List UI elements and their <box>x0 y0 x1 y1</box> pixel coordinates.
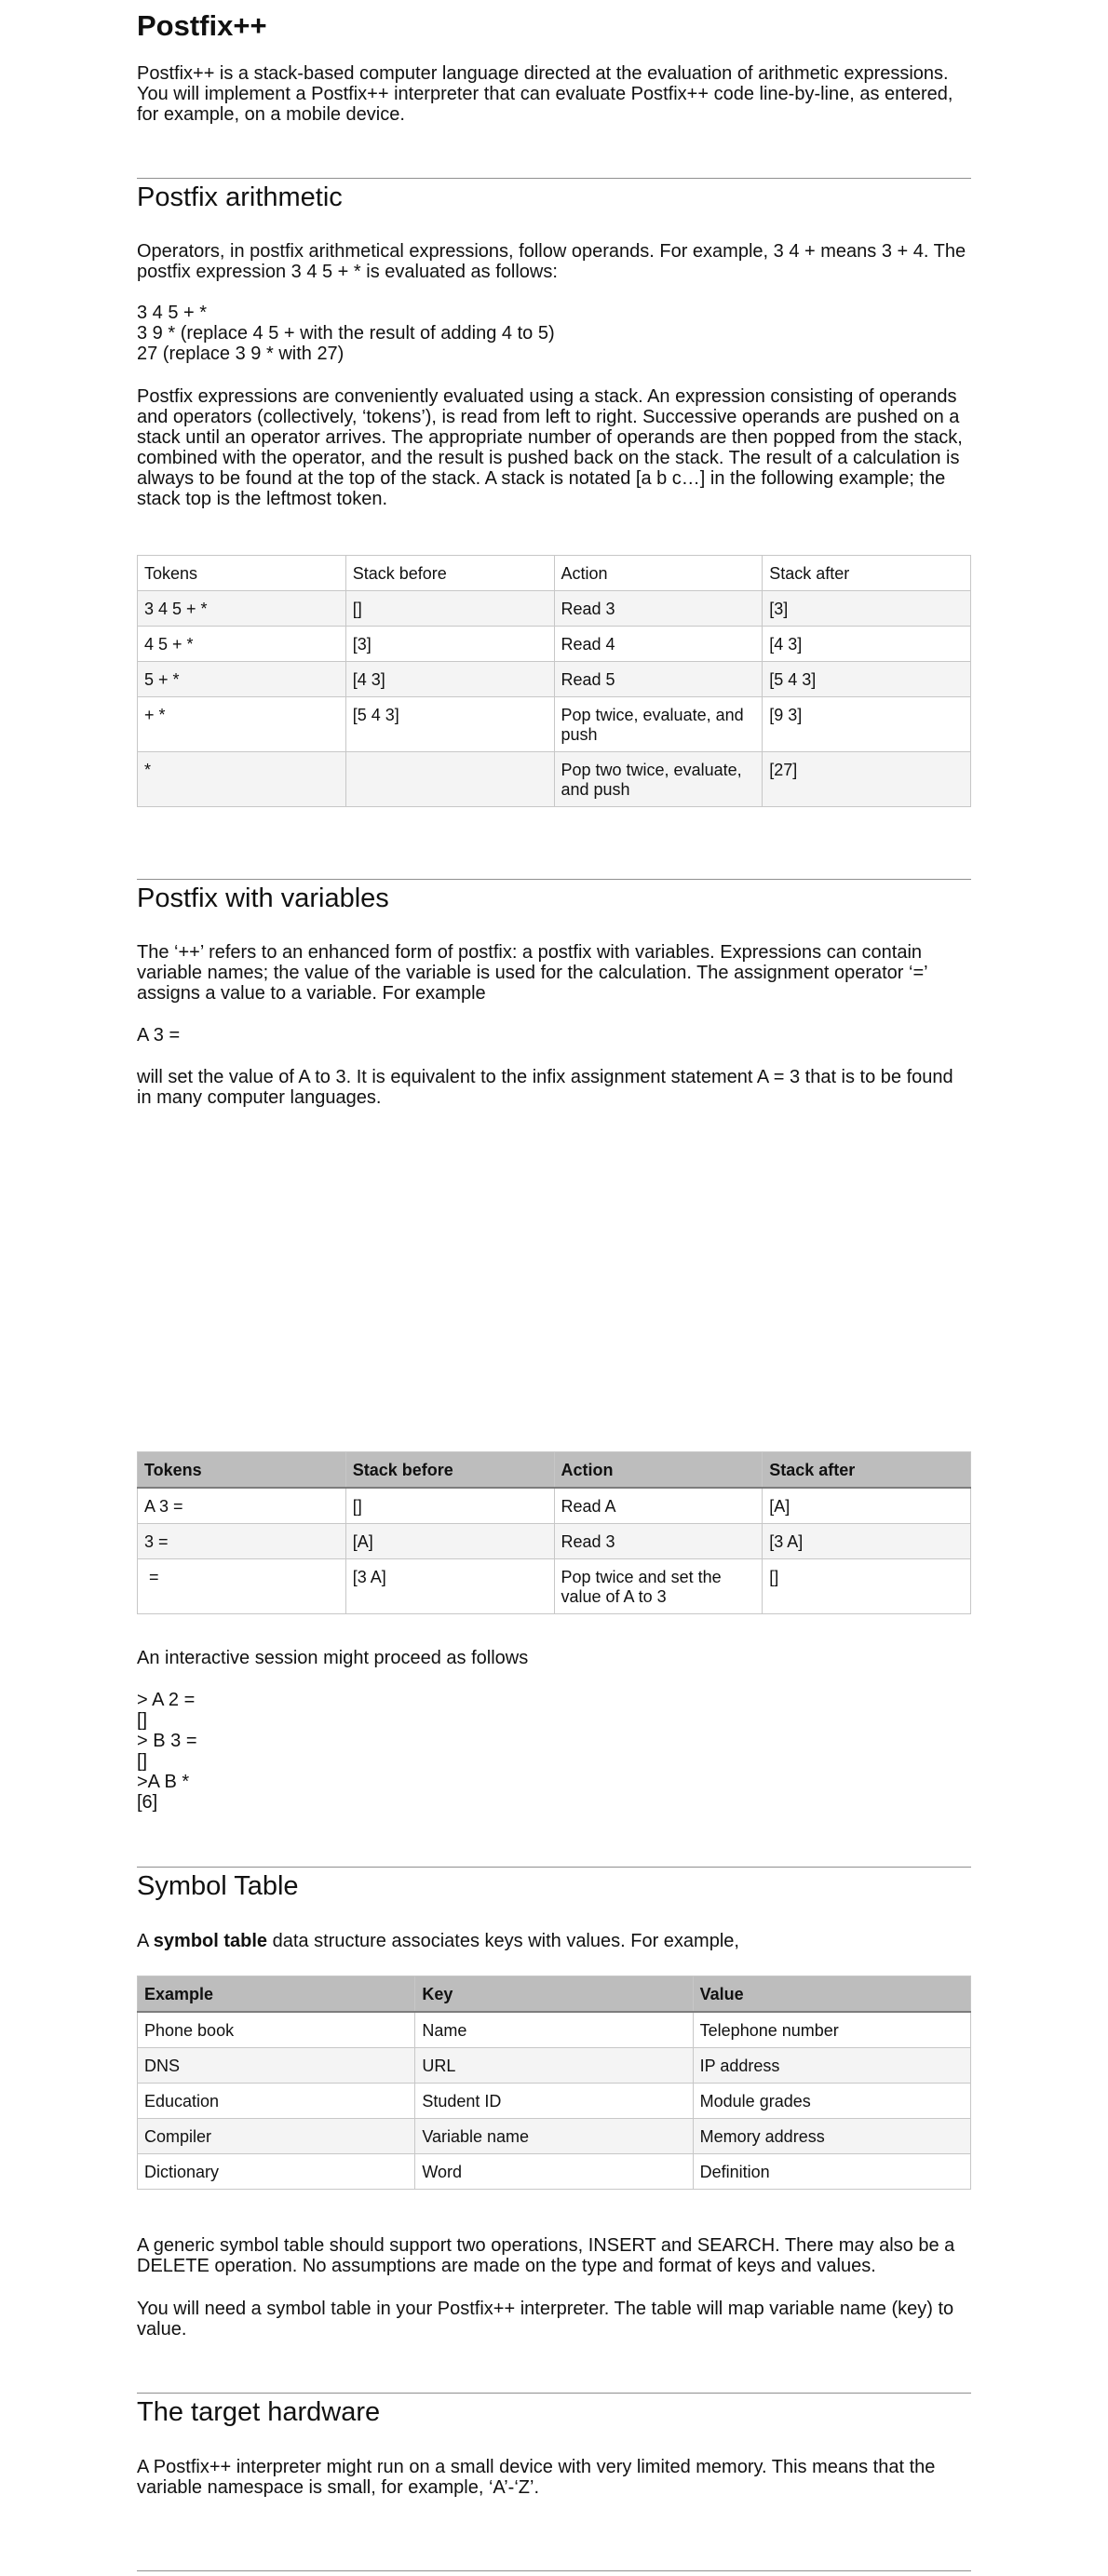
table-cell: Memory address <box>693 2119 970 2154</box>
table-cell: 3 = <box>138 1524 346 1559</box>
table-cell: [5 4 3] <box>763 662 971 697</box>
section-heading-postfix-with-variables: Postfix with variables <box>137 883 389 913</box>
table-cell: [3 A] <box>763 1524 971 1559</box>
target-hardware-paragraph: A Postfix++ interpreter might run on a small device with very limited memory. This means that the variable namespace is small, for example, ‘A’-‘Z’. <box>137 2457 936 2498</box>
table-row <box>138 1488 971 1524</box>
table-row <box>138 2012 971 2048</box>
table-cell: [4 3] <box>345 662 554 697</box>
table-cell: Word <box>415 2154 693 2190</box>
table-header-cell: Stack before <box>345 556 554 591</box>
symbol-table-intro <box>137 1931 971 1951</box>
session-line: [6] <box>137 1792 158 1813</box>
table-cell: Name <box>415 2012 693 2048</box>
table-cell: Pop twice and set the value of A to 3 <box>554 1559 763 1614</box>
table-row <box>138 627 971 662</box>
section-divider <box>137 879 971 880</box>
table-cell: Phone book <box>138 2012 415 2048</box>
table-cell: [3] <box>763 591 971 627</box>
table-cell: [5 4 3] <box>345 697 554 752</box>
table-header-cell: Action <box>554 1452 763 1489</box>
session-line: [] <box>137 1710 148 1731</box>
intro-text: data structure associates keys with values. For example, <box>267 1931 739 1951</box>
table-cell: [] <box>763 1559 971 1614</box>
table-cell: Compiler <box>138 2119 415 2154</box>
table-cell: URL <box>415 2048 693 2084</box>
symbol-table-examples <box>137 1976 971 2190</box>
intro-bold-term: symbol table <box>153 1931 268 1951</box>
table-cell: A 3 = <box>138 1488 346 1524</box>
table-cell: 5 + * <box>138 662 346 697</box>
postfix-arithmetic-intro: Operators, in postfix arithmetical expressions, follow operands. For example, 3 4 + means 3 + 4. The postfix expression 3 4 5 + * is evaluated as follows: <box>137 241 966 282</box>
intro-paragraph: Postfix++ is a stack-based computer language directed at the evaluation of arithmetic expressions. You will implement a Postfix++ interpreter that can evaluate Postfix++ code line-by-line, as entered, for example, on a mobile device. <box>137 63 953 125</box>
table-cell: * <box>138 752 346 807</box>
session-line: > B 3 = <box>137 1731 197 1751</box>
table-cell: Read 5 <box>554 662 763 697</box>
session-line: > A 2 = <box>137 1690 196 1710</box>
postfix-evaluation-table <box>137 555 971 807</box>
interactive-session <box>137 1690 197 1813</box>
symbol-table-operations: A generic symbol table should support two operations, INSERT and SEARCH. There may also be a DELETE operation. No assumptions are made on the type and format of keys and values. <box>137 2235 955 2276</box>
assignment-table <box>137 1451 971 1614</box>
table-row <box>138 1559 971 1614</box>
table-cell: [3 A] <box>345 1559 554 1614</box>
table-row <box>138 591 971 627</box>
table-cell: Telephone number <box>693 2012 970 2048</box>
table-header-cell: Value <box>693 1976 970 2013</box>
table-cell: DNS <box>138 2048 415 2084</box>
table-cell: [] <box>345 1488 554 1524</box>
section-heading-symbol-table: Symbol Table <box>137 1871 299 1901</box>
evaluation-step: 3 4 5 + * <box>137 303 208 323</box>
table-cell: Read 4 <box>554 627 763 662</box>
assignment-example <box>137 1025 180 1045</box>
section-divider <box>137 2393 971 2394</box>
table-header-cell: Tokens <box>138 556 346 591</box>
evaluation-steps <box>137 303 555 364</box>
session-intro: An interactive session might proceed as follows <box>137 1648 529 1668</box>
postfix-variables-intro: The ‘++’ refers to an enhanced form of postfix: a postfix with variables. Expressions can contain variable names; the value of the variable is used for the calculation. The assignment operator ‘=’ assigns a value to a variable. For example <box>137 942 927 1004</box>
session-line: [] <box>137 1751 148 1772</box>
section-divider <box>137 1867 971 1868</box>
table-header-cell: Stack after <box>763 556 971 591</box>
table-cell: [9 3] <box>763 697 971 752</box>
table-cell: 4 5 + * <box>138 627 346 662</box>
section-heading-postfix-arithmetic: Postfix arithmetic <box>137 182 343 212</box>
table-row <box>138 697 971 752</box>
table-cell <box>345 752 554 807</box>
evaluation-step: 3 9 * (replace 4 5 + with the result of adding 4 to 5) <box>137 323 555 344</box>
table-row <box>138 2154 971 2190</box>
table-row <box>138 1524 971 1559</box>
table-header-row <box>138 1976 971 2013</box>
table-row <box>138 2048 971 2084</box>
table-header-row <box>138 1452 971 1489</box>
table-cell: [] <box>345 591 554 627</box>
table-cell: [A] <box>345 1524 554 1559</box>
table-cell: [3] <box>345 627 554 662</box>
table-cell: [27] <box>763 752 971 807</box>
table-header-cell: Example <box>138 1976 415 2013</box>
table-row <box>138 752 971 807</box>
table-cell: Read 3 <box>554 1524 763 1559</box>
table-row <box>138 662 971 697</box>
table-cell: + * <box>138 697 346 752</box>
section-heading-target-hardware: The target hardware <box>137 2397 381 2427</box>
table-cell: [A] <box>763 1488 971 1524</box>
table-row <box>138 2119 971 2154</box>
session-line: >A B * <box>137 1772 190 1792</box>
symbol-table-usage: You will need a symbol table in your Postfix++ interpreter. The table will map variable name (key) to value. <box>137 2299 954 2340</box>
table-header-cell: Key <box>415 1976 693 2013</box>
assignment-explanation: will set the value of A to 3. It is equivalent to the infix assignment statement A = 3 that is to be found in many computer languages. <box>137 1067 953 1108</box>
table-header-cell: Stack after <box>763 1452 971 1489</box>
table-cell: Variable name <box>415 2119 693 2154</box>
table-cell: 3 4 5 + * <box>138 591 346 627</box>
table-cell: Education <box>138 2084 415 2119</box>
example-line: A 3 = <box>137 1025 181 1045</box>
table-header-cell: Action <box>554 556 763 591</box>
intro-text: A <box>137 1931 154 1951</box>
page-title: Postfix++ <box>137 9 267 42</box>
table-cell: Definition <box>693 2154 970 2190</box>
table-cell: Dictionary <box>138 2154 415 2190</box>
table-row <box>138 2084 971 2119</box>
table-header-cell: Tokens <box>138 1452 346 1489</box>
evaluation-step: 27 (replace 3 9 * with 27) <box>137 344 345 364</box>
table-cell: Read 3 <box>554 591 763 627</box>
section-divider <box>137 178 971 179</box>
table-cell: IP address <box>693 2048 970 2084</box>
table-header-cell: Stack before <box>345 1452 554 1489</box>
table-cell: = <box>138 1559 346 1614</box>
table-cell: Pop twice, evaluate, and push <box>554 697 763 752</box>
table-cell: [4 3] <box>763 627 971 662</box>
stack-explanation-paragraph: Postfix expressions are conveniently evaluated using a stack. An expression consisting of operands and operators (collectively, ‘tokens’), is read from left to right. Successive operands are pushed on a stack until an operator arrives. The appropriate number of operands are then popped from the stack, combined with the operator, and the result is pushed back on the stack. The result of a calculation is always to be found at the top of the stack. A stack is notated [a b c…] in the following example; the stack top is the leftmost token. <box>137 386 963 509</box>
table-cell: Pop two twice, evaluate, and push <box>554 752 763 807</box>
table-cell: Read A <box>554 1488 763 1524</box>
table-cell: Module grades <box>693 2084 970 2119</box>
section-divider <box>137 2570 971 2571</box>
table-header-row <box>138 556 971 591</box>
table-cell: Student ID <box>415 2084 693 2119</box>
